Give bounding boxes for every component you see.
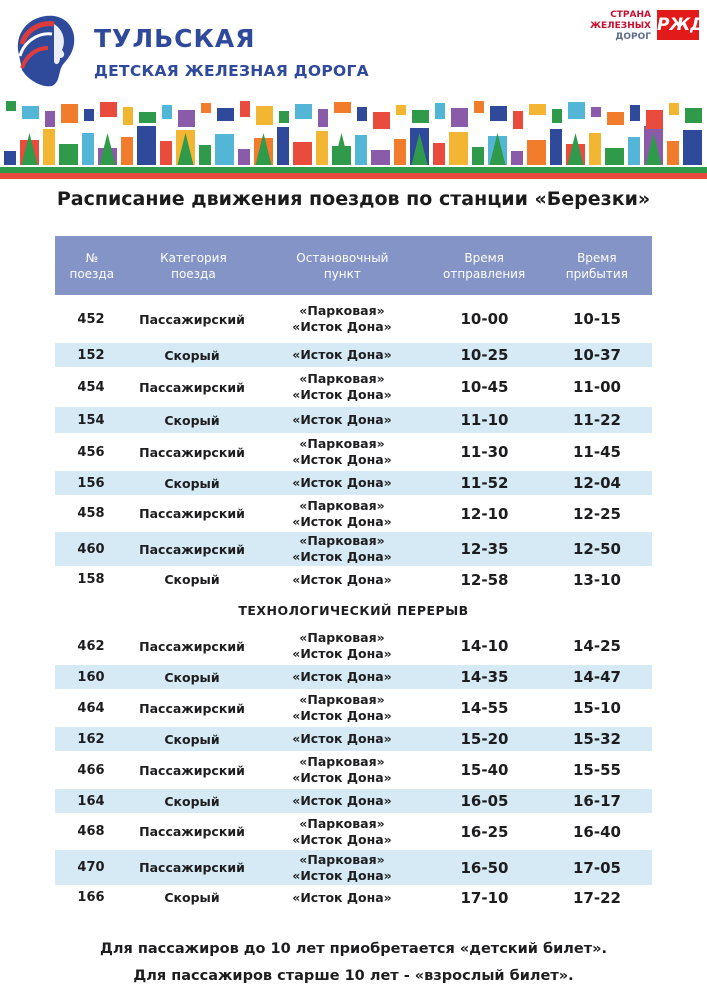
- stop-line: «Исток Дона»: [292, 867, 392, 883]
- departure-time: 12-10: [460, 504, 509, 523]
- stop-line: «Парковая»: [299, 815, 385, 831]
- header-departure: [427, 236, 542, 295]
- table-row: [55, 789, 652, 813]
- table-row: [55, 885, 652, 910]
- stop-point: [257, 852, 427, 884]
- train-category: Скорый: [164, 572, 220, 587]
- arrival-time: 11-45: [573, 443, 621, 461]
- train-category: Пассажирский: [139, 700, 245, 716]
- stop-point: [257, 412, 427, 428]
- stop-point: [257, 371, 427, 403]
- arrival-time: 10-37: [573, 346, 621, 364]
- train-number: 452: [77, 311, 105, 327]
- table-row: [55, 367, 652, 407]
- stop-line: «Парковая»: [299, 692, 385, 707]
- header-train-number: [55, 236, 129, 295]
- note-child-ticket: Для пассажиров до 10 лет приобретается «детский билет».: [99, 941, 608, 957]
- train-category: Пассажирский: [139, 860, 245, 875]
- train-number: 470: [77, 860, 105, 875]
- arrival-time: 10-15: [573, 310, 621, 328]
- stop-point: [257, 630, 427, 662]
- stop-point: [257, 816, 427, 848]
- table-body-morning: [55, 295, 652, 593]
- train-number: 160: [77, 669, 105, 685]
- stop-line: «Исток Дона»: [292, 549, 392, 564]
- train-number: 162: [77, 731, 105, 747]
- rzd-logo-icon: РЖД: [657, 10, 699, 40]
- stop-line: «Исток Дона»: [292, 347, 392, 362]
- stop-line: «Парковая»: [299, 533, 385, 548]
- stop-point: [257, 436, 427, 468]
- stop-point: [257, 303, 427, 335]
- stop-point: [257, 692, 427, 724]
- table-row: [55, 813, 652, 850]
- table-body-afternoon: [55, 627, 652, 910]
- stop-line: «Парковая»: [299, 436, 385, 451]
- train-number: 462: [77, 638, 105, 654]
- departure-time: 15-40: [460, 761, 509, 779]
- train-category: Пассажирский: [139, 444, 245, 460]
- table-row: [55, 433, 652, 471]
- partner-text: [567, 10, 651, 43]
- table-header: [55, 236, 652, 295]
- header-line: поезда: [171, 266, 216, 281]
- stop-line: «Исток Дона»: [292, 889, 392, 905]
- stop-point: [257, 533, 427, 565]
- header-category: [129, 236, 259, 295]
- train-number: 468: [77, 824, 105, 839]
- stop-point: [257, 669, 427, 685]
- stop-line: «Исток Дона»: [292, 475, 392, 490]
- partner-line: ДОРОГ: [615, 32, 651, 42]
- stop-point: [257, 754, 427, 786]
- railway-pattern-banner: [0, 97, 707, 179]
- departure-time: 16-05: [460, 792, 509, 810]
- departure-time: 15-20: [460, 730, 509, 748]
- train-category: Пассажирский: [139, 379, 245, 395]
- train-category: Пассажирский: [139, 311, 245, 327]
- table-row: [55, 407, 652, 433]
- departure-time: 11-10: [460, 411, 509, 429]
- departure-time: 16-25: [460, 822, 509, 841]
- stop-point: [257, 731, 427, 747]
- departure-time: 16-50: [460, 858, 509, 877]
- table-row: [55, 471, 652, 495]
- table-row: [55, 627, 652, 665]
- stop-line: «Исток Дона»: [292, 831, 392, 847]
- brand-subtitle: ДЕТСКАЯ ЖЕЛЕЗНАЯ ДОРОГА: [94, 62, 369, 80]
- partner-line: СТРАНА: [610, 10, 651, 20]
- arrival-time: 15-10: [573, 699, 621, 717]
- stop-line: «Исток Дона»: [292, 770, 392, 785]
- train-number: 164: [77, 793, 105, 809]
- departure-time: 14-10: [460, 637, 509, 655]
- note-adult-ticket: Для пассажиров старше 10 лет - «взрослый билет».: [133, 968, 574, 984]
- stop-line: «Исток Дона»: [292, 452, 392, 467]
- train-number: 154: [77, 412, 105, 428]
- header-line: Время: [464, 250, 504, 265]
- arrival-time: 11-00: [573, 378, 621, 396]
- arrival-time: 17-05: [573, 858, 621, 877]
- header-line: Категория: [160, 250, 227, 265]
- departure-time: 14-55: [460, 699, 509, 717]
- header-line: прибытия: [565, 266, 628, 281]
- stop-line: «Парковая»: [299, 754, 385, 769]
- train-category: Пассажирский: [139, 824, 245, 839]
- train-category: Скорый: [164, 669, 220, 685]
- table-row: [55, 689, 652, 727]
- train-number: 156: [77, 475, 105, 491]
- departure-time: 11-52: [460, 474, 509, 492]
- stop-line: «Парковая»: [299, 371, 385, 386]
- train-category: Скорый: [164, 731, 220, 747]
- arrival-time: 13-10: [573, 570, 621, 589]
- train-category: Скорый: [164, 412, 220, 428]
- stop-line: «Исток Дона»: [292, 571, 392, 587]
- header-line: отправления: [443, 266, 526, 281]
- header-line: Время: [577, 250, 617, 265]
- stop-line: «Парковая»: [299, 851, 385, 867]
- stop-line: «Парковая»: [299, 630, 385, 645]
- train-number: 456: [77, 444, 105, 460]
- train-number: 166: [77, 890, 105, 905]
- table-row: [55, 532, 652, 566]
- header-line: №: [85, 250, 99, 265]
- train-category: Скорый: [164, 793, 220, 809]
- departure-time: 11-30: [460, 443, 509, 461]
- stop-point: [257, 572, 427, 588]
- stop-line: «Исток Дона»: [292, 319, 392, 334]
- train-category: Пассажирский: [139, 638, 245, 654]
- departure-time: 17-10: [460, 888, 509, 907]
- arrival-time: 12-25: [573, 504, 621, 523]
- stop-line: «Исток Дона»: [292, 412, 392, 427]
- header-line: Остановочный: [296, 250, 389, 265]
- arrival-time: 14-47: [573, 668, 621, 686]
- stop-line: «Исток Дона»: [292, 646, 392, 661]
- page-title: Расписание движения поездов по станции «Березки»: [56, 188, 651, 210]
- technical-break: ТЕХНОЛОГИЧЕСКИЙ ПЕРЕРЫВ: [238, 602, 469, 618]
- arrival-time: 12-04: [573, 474, 621, 492]
- arrival-time: 15-32: [573, 730, 621, 748]
- partner-line: ЖЕЛЕЗНЫХ: [590, 21, 651, 31]
- brand-title: ТУЛЬСКАЯ: [94, 24, 256, 53]
- stop-line: «Исток Дона»: [292, 513, 392, 529]
- table-row: [55, 727, 652, 751]
- header-arrival: [542, 236, 652, 295]
- stop-line: «Исток Дона»: [292, 793, 392, 808]
- stop-line: «Парковая»: [299, 497, 385, 513]
- train-number: 458: [77, 506, 105, 521]
- train-number: 460: [77, 541, 105, 557]
- arrival-time: 17-22: [573, 888, 621, 907]
- departure-time: 10-00: [460, 310, 509, 328]
- table-row: [55, 495, 652, 532]
- header-line: поезда: [69, 266, 115, 281]
- departure-time: 12-58: [460, 570, 509, 589]
- train-category: Скорый: [164, 347, 220, 363]
- header: [0, 0, 707, 95]
- train-category: Пассажирский: [139, 762, 245, 778]
- train-category: Пассажирский: [139, 506, 245, 521]
- stop-point: [257, 890, 427, 906]
- train-number: 152: [77, 347, 105, 363]
- stop-line: «Исток Дона»: [292, 669, 392, 684]
- table-row: [55, 295, 652, 343]
- arrival-time: 12-50: [573, 540, 621, 558]
- stop-line: «Исток Дона»: [292, 731, 392, 746]
- stop-line: «Исток Дона»: [292, 387, 392, 402]
- arrival-time: 15-55: [573, 761, 621, 779]
- stop-line: «Парковая»: [299, 303, 385, 318]
- table-row: [55, 343, 652, 367]
- table-row: [55, 665, 652, 689]
- rzd-logo: [567, 10, 706, 50]
- departure-time: 14-35: [460, 668, 509, 686]
- arrival-time: 16-40: [573, 822, 621, 841]
- departure-time: 10-45: [460, 378, 509, 396]
- train-category: Пассажирский: [139, 541, 245, 557]
- arrival-time: 16-17: [573, 792, 621, 810]
- stop-point: [257, 793, 427, 809]
- table-row: [55, 850, 652, 885]
- table-row: [55, 566, 652, 593]
- stop-point: [257, 475, 427, 491]
- departure-time: 12-35: [460, 540, 509, 558]
- train-number: 454: [77, 379, 105, 395]
- girl-profile-logo-icon: [12, 10, 78, 88]
- stop-line: «Исток Дона»: [292, 708, 392, 723]
- train-number: 466: [77, 762, 105, 778]
- departure-time: 10-25: [460, 346, 509, 364]
- arrival-time: 11-22: [573, 411, 621, 429]
- table-row: [55, 751, 652, 789]
- train-number: 464: [77, 700, 105, 716]
- header-stop: [258, 236, 426, 295]
- train-number: 158: [77, 572, 105, 587]
- train-category: Скорый: [164, 475, 220, 491]
- train-category: Скорый: [164, 890, 220, 905]
- notes: [0, 936, 707, 990]
- header-line: пункт: [323, 266, 361, 281]
- stop-point: [257, 347, 427, 363]
- stop-point: [257, 498, 427, 530]
- arrival-time: 14-25: [573, 637, 621, 655]
- schedule-table: [55, 236, 652, 910]
